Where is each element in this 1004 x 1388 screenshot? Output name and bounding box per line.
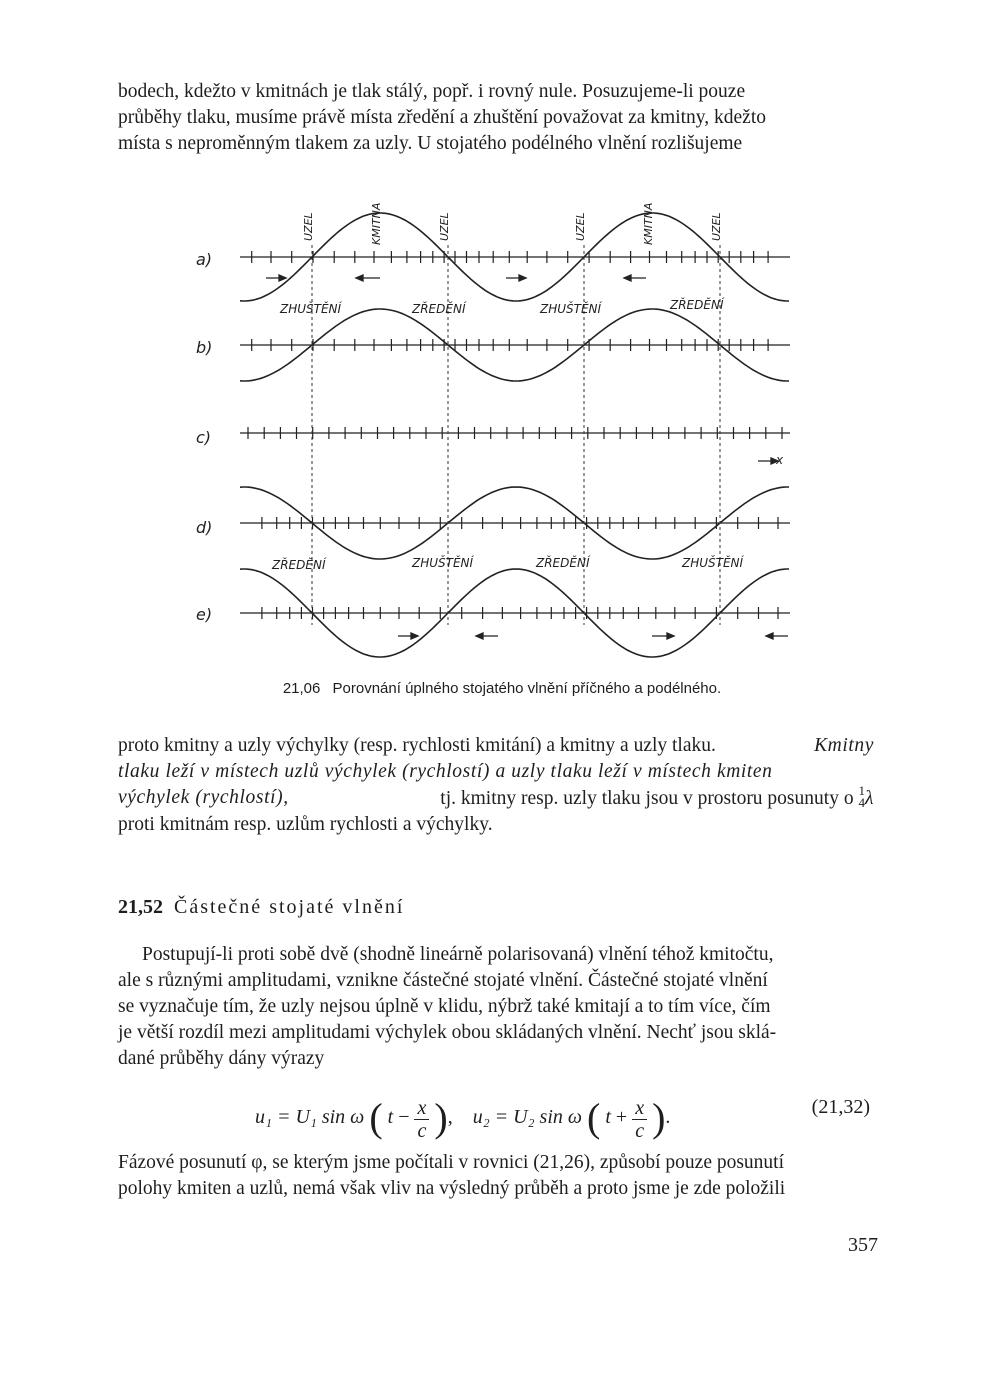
lambda-symbol: λ	[864, 788, 874, 809]
node-label-uzel-4: UZEL	[710, 212, 723, 241]
eq-t: t	[387, 1106, 394, 1128]
row-label-e: e)	[196, 605, 213, 624]
eq-x: x	[632, 1097, 647, 1120]
text-line: Fázové posunutí φ, se kterým jsme počítali v rovnici (21,26), způsobí pouze posunutí	[118, 1152, 785, 1173]
paragraph-phase	[118, 1150, 874, 1202]
section-heading	[118, 896, 404, 919]
page-number: 357	[848, 1234, 878, 1256]
eq-x: x	[414, 1097, 429, 1120]
text-segment: proto kmitny a uzly výchylky (resp. rychlosti kmitání) a kmitny a uzly tlaku.	[118, 735, 716, 756]
text-line: místa s neproměnným tlakem za uzly. U stojatého podélného vlnění rozlišujeme	[118, 133, 743, 154]
equation-body	[255, 1094, 670, 1142]
text-line	[118, 733, 874, 759]
text-segment	[440, 785, 874, 812]
paragraph-intro	[118, 79, 874, 157]
eq-end: .	[665, 1106, 671, 1128]
row-label-c: c)	[196, 428, 212, 447]
arrow-head	[624, 275, 631, 281]
eq-fraction	[632, 1097, 647, 1142]
region-label-b-1: ZHUŠTĚNÍ	[280, 302, 342, 316]
region-label-e-2: ZHUŠTĚNÍ	[412, 556, 474, 570]
eq-c: c	[635, 1120, 645, 1142]
axis-label-x: x	[776, 453, 784, 467]
paren-close: )	[652, 1095, 666, 1140]
eq-t: t	[605, 1106, 611, 1128]
arrow-head	[766, 633, 773, 639]
arrow-head	[279, 275, 286, 281]
text-line: dané průběhy dány výrazy	[118, 1048, 325, 1069]
row-label-a: a)	[196, 250, 213, 269]
node-label-uzel-2: UZEL	[438, 212, 451, 241]
text-line: bodech, kdežto v kmitnách je tlak stálý, popř. i rovný nule. Posuzujeme-li pouze	[118, 81, 746, 102]
equation-number: (21,32)	[811, 1096, 870, 1118]
paragraph-partial-wave	[118, 942, 874, 1072]
region-label-e-1: ZŘEDĚNÍ	[272, 558, 326, 572]
eq-c: c	[417, 1120, 427, 1142]
region-label-b-4: ZŘEDĚNÍ	[670, 298, 724, 312]
eq-fraction	[414, 1097, 429, 1142]
text-line: se vyznačuje tím, že uzly nejsou úplně v klidu, nýbrž také kmitají a to tím více, čím	[118, 996, 771, 1017]
text-line: průběhy tlaku, musíme právě místa zředění a zhuštění považovat za kmitny, kdežto	[118, 107, 766, 128]
text-line: tlaku leží v místech uzlů výchylek (rychlostí) a uzly tlaku leží v místech kmiten	[118, 761, 773, 782]
arrow-head	[356, 275, 363, 281]
text-segment: tj. kmitny resp. uzly tlaku jsou v prostoru posunuty o	[440, 788, 854, 809]
arrow-head	[476, 633, 483, 639]
paren-close: )	[434, 1095, 448, 1140]
text-line: polohy kmiten a uzlů, nemá však vliv na výsledný průběh a proto jsme je zde položili	[118, 1178, 786, 1199]
text-line: Postupují-li proti sobě dvě (shodně lineárně polarisovaná) vlnění téhož kmitočtu,	[142, 944, 774, 965]
eq-minus: −	[398, 1106, 410, 1128]
fraction-numerator: 1	[858, 783, 865, 798]
region-label-e-3: ZŘEDĚNÍ	[536, 556, 590, 570]
paren-open: (	[369, 1095, 383, 1140]
text-line: je větší rozdíl mezi amplitudami výchylek obou skládaných vlnění. Nechť jsou sklá-	[118, 1022, 777, 1043]
standing-wave-figure	[180, 185, 820, 675]
equation-u1: u₁ = U₁ sin ω	[255, 1106, 365, 1128]
node-label-uzel-3: UZEL	[574, 212, 587, 241]
text-line	[118, 785, 874, 812]
paren-open: (	[587, 1095, 601, 1140]
row-label-b: b)	[196, 338, 213, 357]
region-label-e-4: ZHUŠTĚNÍ	[682, 556, 744, 570]
node-label-kmitna-2: KMITNA	[642, 202, 655, 245]
equation-21-32	[0, 1086, 1004, 1144]
section-number: 21,52	[118, 896, 163, 918]
italic-segment: Kmitny	[814, 735, 874, 756]
row-label-d: d)	[196, 518, 213, 537]
equation-u2: u₂ = U₂ sin ω	[472, 1106, 583, 1128]
arrow-head	[667, 633, 674, 639]
arrow-head	[519, 275, 526, 281]
region-label-b-2: ZŘEDĚNÍ	[412, 302, 466, 316]
text-line: ale s různými amplitudami, vznikne částečné stojaté vlnění. Částečné stojaté vlnění	[118, 970, 768, 991]
node-label-kmitna-1: KMITNA	[370, 202, 383, 245]
node-label-uzel-1: UZEL	[302, 212, 315, 241]
section-title: Částečné stojaté vlnění	[174, 896, 405, 918]
region-label-b-3: ZHUŠTĚNÍ	[540, 302, 602, 316]
caption-text: Porovnání úplného stojatého vlnění příčného a podélného.	[332, 680, 722, 697]
caption-number: 21,06	[282, 680, 321, 697]
italic-segment: výchylek (rychlostí),	[118, 787, 289, 808]
arrow-head	[411, 633, 418, 639]
paragraph-nodes	[118, 733, 874, 838]
eq-separator: ,	[447, 1106, 453, 1128]
text-line: proti kmitnám resp. uzlům rychlosti a výchylky.	[118, 814, 493, 835]
figure-caption	[0, 680, 1004, 697]
fraction-denominator: 4	[858, 795, 865, 810]
eq-plus: +	[615, 1106, 628, 1128]
